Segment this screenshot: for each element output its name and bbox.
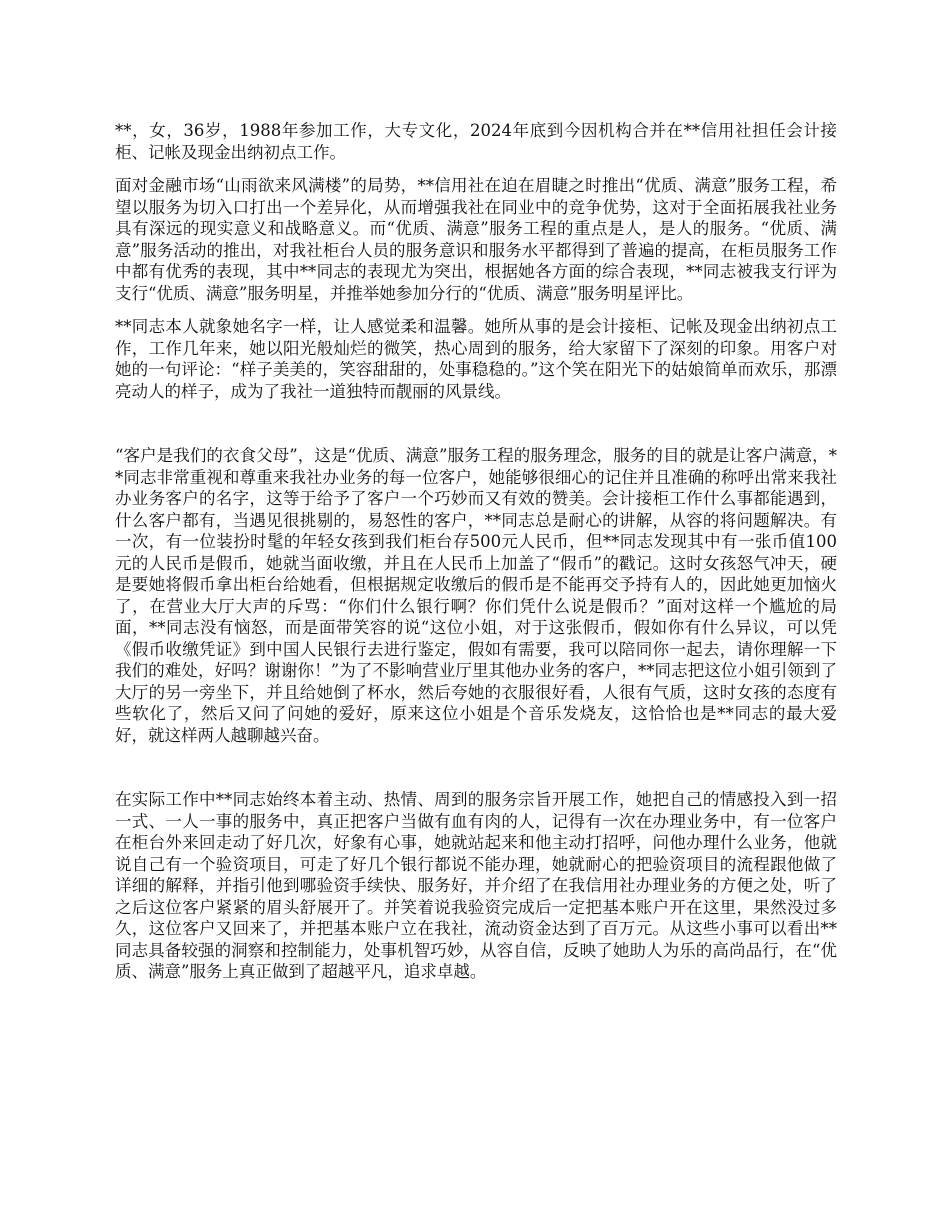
paragraph-spacer xyxy=(115,746,837,789)
paragraph-intro: **，女，36岁，1988年参加工作，大专文化，2024年底到今因机构合并在**信用社担任会计接柜、记帐及现金出纳初点工作。 xyxy=(115,121,837,162)
paragraph-spacer xyxy=(115,402,837,445)
paragraph-impression: **同志本人就象她名字一样，让人感觉柔和温馨。她所从事的是会计接柜、记帐及现金出纳初点工作，工作几年来，她以阳光般灿烂的微笑，热心周到的服务，给大家留下了深刻的印象。用客户对她的一句评论：“样子美美的，笑容甜甜的，处事稳稳的。”这个笑在阳光下的姑娘简单而欢乐，那漂亮动人的样子，成为了我社一道独特而靓丽的风景线。 xyxy=(115,317,837,401)
paragraph-spacer xyxy=(115,304,837,316)
document-body xyxy=(115,120,837,983)
paragraph-practical-work: 在实际工作中**同志始终本着主动、热情、周到的服务宗旨开展工作，她把自己的情感投入到一招一式、一人一事的服务中，真正把客户当做有血有肉的人，记得有一次在办理业务中，有一位客户在柜台外来回走动了好几次，好象有心事，她就站起来和他主动打招呼，问他办理什么业务，他就说自己有一个验资项目，可走了好几个银行都说不能办理，她就耐心的把验资项目的流程跟他做了详细的解释，并指引他到哪验资手续快、服务好，并介绍了在我信用社办理业务的方便之处，听了之后这位客户紧紧的眉头舒展开了。并笑着说我验资完成后一定把基本账户开在这里，果然没过多久，这位客户又回来了，并把基本账户立在我社，流动资金达到了百万元。从这些小事可以看出**同志具备较强的洞察和控制能力，处事机智巧妙，从容自信，反映了她助人为乐的高尚品行，在“优质、满意”服务上真正做到了超越平凡，追求卓越。 xyxy=(115,790,837,981)
paragraph-spacer xyxy=(115,163,837,175)
paragraph-customer-story: “客户是我们的衣食父母”，这是“优质、满意”服务工程的服务理念，服务的目的就是让客户满意，**同志非常重视和尊重来我社办业务的每一位客户，她能够很细心的记住并且准确的称呼出常来我社办业务客户的名字，这等于给予了客户一个巧妙而又有效的赞美。会计接柜工作什么事都能遇到，什么客户都有，当遇见很挑剔的，易怒性的客户，**同志总是耐心的讲解，从容的将问题解决。有一次，有一位装扮时髦的年轻女孩到我们柜台存500元人民币，但**同志发现其中有一张币值100元的人民币是假币，她就当面收缴，并且在人民币上加盖了“假币”的戳记。这时女孩怒气冲天，硬是要她将假币拿出柜台给她看，但根据规定收缴后的假币是不能再交予持有人的，因此她更加恼火了，在营业大厅大声的斥骂：“你们什么银行啊？你们凭什么说是假币？”面对这样一个尴尬的局面，**同志没有恼怒，而是面带笑容的说“这位小姐，对于这张假币，假如你有什么异议，可以凭《假币收缴凭证》到中国人民银行去进行鉴定，假如有需要，我可以陪同你一起去，请你理解一下我们的难处，好吗？谢谢你！”为了不影响营业厅里其他办业务的客户，**同志把这位小姐引领到了大厅的另一旁坐下，并且给她倒了杯水，然后夸她的衣服很好看，人很有气质，这时女孩的态度有些软化了，然后又问了问她的爱好，原来这位小姐是个音乐发烧友，这恰恰也是**同志的最大爱好，就这样两人越聊越兴奋。 xyxy=(115,446,837,745)
paragraph-service-project: 面对金融市场“山雨欲来风满楼”的局势，**信用社在迫在眉睫之时推出“优质、满意”服务工程，希望以服务为切入口打出一个差异化，从而增强我社在同业中的竞争优势，这对于全面拓展我社业务具有深远的现实意义和战略意义。而“优质、满意”服务工程的重点是人，是人的服务。“优质、满意”服务活动的推出，对我社柜台人员的服务意识和服务水平都得到了普遍的提高，在柜员服务工作中都有优秀的表现，其中**同志的表现尤为突出，根据她各方面的综合表现，**同志被我支行评为支行“优质、满意”服务明星，并推举她参加分行的“优质、满意”服务明星评比。 xyxy=(115,176,837,303)
